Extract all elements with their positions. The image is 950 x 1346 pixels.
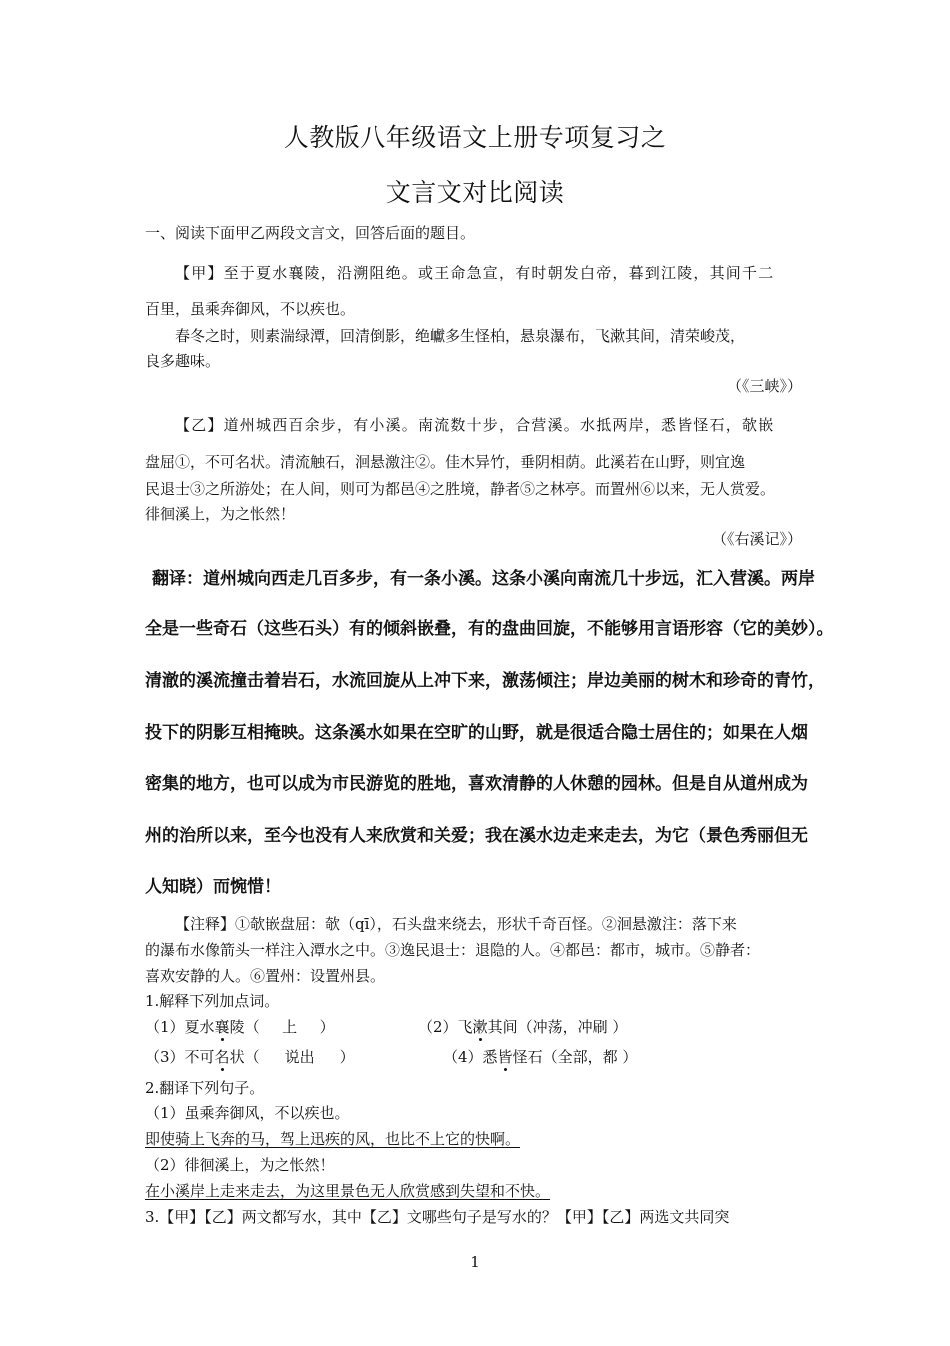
page-subtitle: 文言文对比阅读 (385, 178, 565, 207)
notes-line-2: 的瀑布水像箭头一样注入潭水之中。③逸民退士：退隐的人。④都邑：都市，城市。⑤静者： (145, 941, 761, 959)
translation-line-3: 清澈的溪流撞击着岩石，水流回旋从上冲下来，激荡倾注；岸边美丽的树木和珍奇的青竹， (145, 671, 825, 691)
yi-line-1: 【乙】道州城西百余步，有小溪。南流数十步，合营溪。水抵两岸，悉皆怪石，欹嵌 (175, 416, 775, 434)
q1-item-3 (145, 1046, 355, 1067)
jia-line-3: 春冬之时，则素湍绿潭，回清倒影，绝巘多生怪柏，悬泉瀑布，飞漱其间，清荣峻茂， (175, 327, 746, 345)
q2-sentence-1: （1）虽乘奔御风，不以疾也。 (145, 1104, 350, 1122)
q1-item-1-suffix: 陵（ (229, 1018, 260, 1036)
q1-item-3-prefix: （3）不可 (145, 1048, 215, 1066)
q1-item-2-dotted-word: 漱 (472, 1018, 488, 1036)
page-number: 1 (470, 1253, 480, 1271)
q1-item-4-prefix: （4）悉 (443, 1048, 498, 1066)
q1-item-1-dotted-word: 襄 (214, 1018, 230, 1036)
translation-line-6: 州的治所以来，至今也没有人来欣赏和关爱；我在溪水边走来走去，为它（景色秀丽但无 (145, 826, 808, 846)
q1-item-3-close: ） (339, 1048, 355, 1066)
q1-item-2-prefix: （2）飞 (418, 1018, 473, 1036)
translation-line-7: 人知晓）而惋惜！ (145, 877, 281, 897)
notes-line-3: 喜欢安静的人。⑥置州：设置州县。 (145, 967, 386, 985)
q1-item-2 (418, 1016, 627, 1037)
jia-line-4: 良多趣味。 (145, 352, 221, 370)
q1-item-4-dotted-word: 皆 (497, 1048, 513, 1066)
q1-item-1-prefix: （1）夏水 (145, 1018, 215, 1036)
q1-heading: 1.解释下列加点词。 (145, 992, 280, 1010)
q2-answer-1: 即使骑上飞奔的马，驾上迅疾的风，也比不上它的快啊。 (145, 1130, 521, 1148)
q2-answer-2: 在小溪岸上走来走去，为这里景色无人欣赏感到失望和不快。 (145, 1182, 551, 1200)
q2-sentence-2: （2）徘徊溪上，为之怅然！ (145, 1156, 335, 1174)
question-3-line-1: 3.【甲】【乙】两文都写水，其中【乙】文哪些句子是写水的？【甲】【乙】两选文共同突 (145, 1208, 730, 1226)
q1-item-3-suffix: 状（ (229, 1048, 260, 1066)
q1-item-2-suffix: 其间（冲荡，冲刷 ） (487, 1018, 628, 1036)
jia-line-1: 【甲】至于夏水襄陵，沿溯阻绝。或王命急宣，有时朝发白帝，暮到江陵，其间千二 (175, 264, 775, 282)
yi-line-2: 盘屈①，不可名状。清流触石，洄悬激注②。佳木异竹，垂阴相荫。此溪若在山野，则宜逸 (145, 453, 746, 471)
jia-line-2: 百里，虽乘奔御风，不以疾也。 (145, 300, 356, 318)
q1-item-4 (443, 1046, 637, 1067)
jia-source: （《三峡》） (726, 377, 802, 395)
q1-item-1-answer: 上 (282, 1018, 298, 1036)
q1-item-1-close: ） (319, 1018, 335, 1036)
yi-line-3: 民退士③之所游处；在人间，则可为都邑④之胜境，静者⑤之林亭。而置州⑥以来，无人赏爱。 (145, 480, 776, 498)
translation-line-1: 翻译：道州城向西走几百多步，有一条小溪。这条小溪向南流几十步远，汇入营溪。两岸 (152, 569, 815, 589)
yi-line-4: 徘徊溪上，为之怅然！ (145, 505, 296, 523)
yi-source: （《右溪记》） (711, 530, 802, 548)
q1-item-3-answer: 说出 (284, 1048, 315, 1066)
q1-item-3-dotted-word: 名 (214, 1048, 230, 1066)
q1-item-1 (145, 1016, 335, 1037)
notes-line-1: 【注释】①欹嵌盘屈：欹（qī），石头盘来绕去，形状千奇百怪。②洄悬激注：落下来 (175, 915, 737, 933)
translation-line-5: 密集的地方，也可以成为市民游览的胜地，喜欢清静的人休憩的园林。但是自从道州成为 (145, 774, 808, 794)
q1-item-4-suffix: 怪石（全部，都 ） (512, 1048, 638, 1066)
page-title: 人教版八年级语文上册专项复习之 (283, 123, 667, 152)
section-intro: 一、阅读下面甲乙两段文言文，回答后面的题目。 (145, 224, 476, 242)
translation-line-4: 投下的阴影互相掩映。这条溪水如果在空旷的山野，就是很适合隐士居住的；如果在人烟 (145, 723, 808, 743)
q2-heading: 2.翻译下列句子。 (145, 1079, 265, 1097)
translation-line-2: 全是一些奇石（这些石头）有的倾斜嵌叠，有的盘曲回旋，不能够用言语形容（它的美妙）。 (145, 619, 834, 639)
